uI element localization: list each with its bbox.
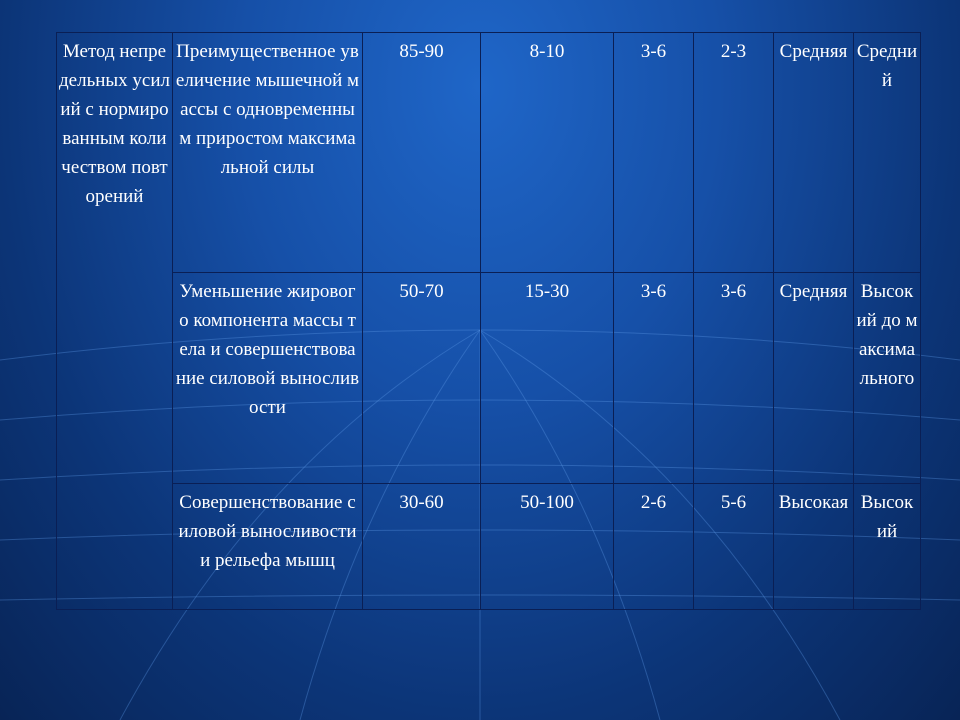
sets-cell: 3-6 [614,273,694,484]
reps-cell: 8-10 [481,33,614,273]
rest-cell: 2-3 [694,33,774,273]
reps-cell: 50-100 [481,484,614,610]
load-cell: Высокий до максимального [854,273,921,484]
speed-cell: Средняя [774,273,854,484]
table-row [57,33,921,273]
load-cell: Высокий [854,484,921,610]
intensity-cell: 30-60 [363,484,481,610]
intensity-cell: 85-90 [363,33,481,273]
goal-cell: Совершенствование силовой выносливости и рельефа мышц [173,484,363,610]
load-cell: Средний [854,33,921,273]
rest-cell: 5-6 [694,484,774,610]
table-row [57,273,921,484]
reps-cell: 15-30 [481,273,614,484]
goal-cell: Уменьшение жирового компонента массы тела и совершенствование силовой выносливости [173,273,363,484]
training-methods-table [56,32,921,610]
sets-cell: 3-6 [614,33,694,273]
rest-cell: 3-6 [694,273,774,484]
table-row [57,484,921,610]
speed-cell: Высокая [774,484,854,610]
speed-cell: Средняя [774,33,854,273]
intensity-cell: 50-70 [363,273,481,484]
sets-cell: 2-6 [614,484,694,610]
method-cell: Метод непредельных усилий с нормированным количеством повторений [57,33,173,610]
goal-cell: Преимущественное увеличение мышечной массы с одновременным приростом максимальной силы [173,33,363,273]
